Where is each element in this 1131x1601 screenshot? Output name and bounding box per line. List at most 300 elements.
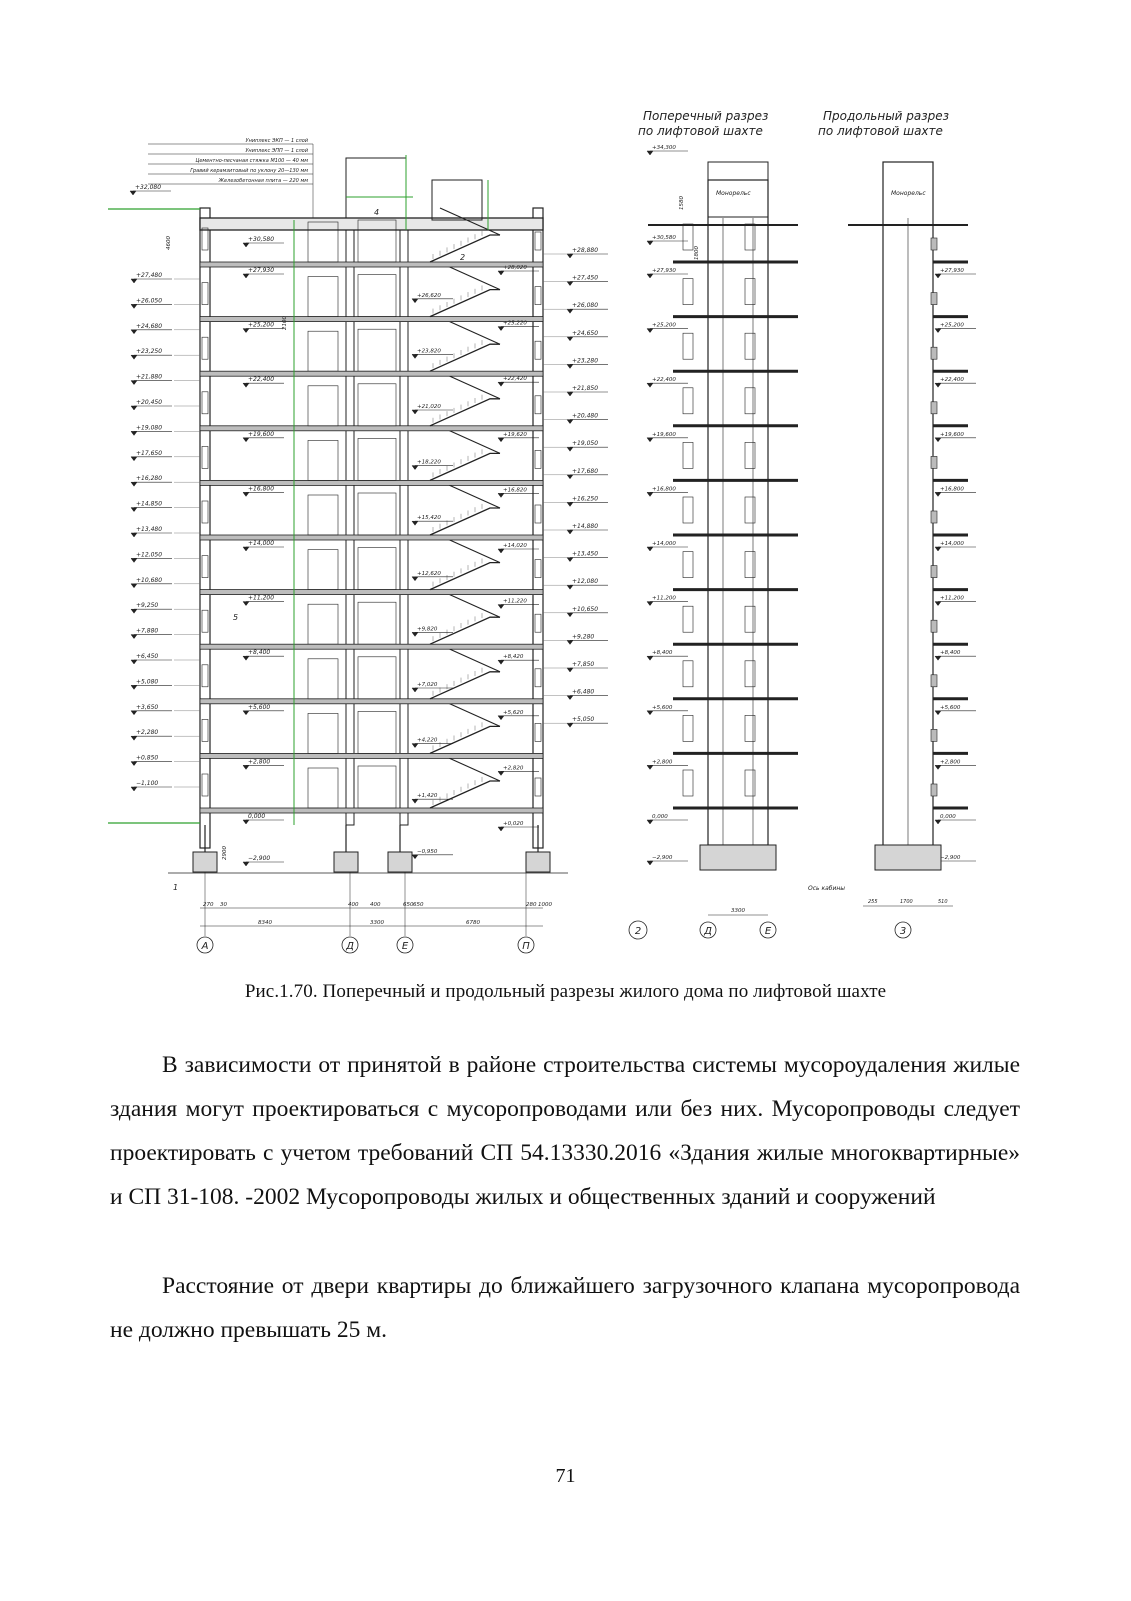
level-label: +27,930: [248, 267, 275, 274]
level-marker: [567, 282, 573, 286]
level-marker: [131, 381, 137, 385]
dim-label: 2100: [282, 316, 288, 330]
level-marker: [412, 299, 418, 303]
apartment-door: [308, 277, 338, 317]
level-marker: [498, 327, 504, 331]
level-marker: [567, 502, 573, 506]
left-facade-wall: [200, 208, 210, 848]
stair-flight: [430, 617, 500, 644]
level-marker: [647, 274, 653, 278]
stair-flight: [430, 781, 500, 808]
level-label: −2,900: [940, 855, 961, 861]
level-label: +26,080: [572, 302, 599, 310]
level-label: +28,880: [572, 247, 599, 254]
level-marker: [498, 493, 504, 497]
paragraph-waste-systems: В зависимости от принятой в районе строительства системы мусороудаления жилые здания могут проектироваться с мусоропроводами или без них. Мусоропроводы следует проектировать с учетом требований СП 54.13330.2016 «Здания жилые многоквартирные» и СП 31-108. -2002 Мусоропроводы жилых и общественных зданий и сооружений: [110, 1052, 1020, 1210]
level-label: +25,200: [940, 322, 964, 329]
level-label: +5,600: [940, 704, 961, 711]
shaft-door-cross: [683, 442, 693, 468]
shaft-door-cross: [745, 497, 755, 523]
window-left: [202, 283, 208, 305]
level-marker: [567, 530, 573, 534]
roof-layer-label: Униплекс ЭПП — 1 слой: [245, 148, 308, 154]
window-right: [535, 232, 541, 250]
level-marker: [243, 438, 249, 442]
level-marker: [131, 762, 137, 766]
level-label: +16,820: [503, 487, 527, 494]
apartment-door: [308, 659, 338, 699]
dim-label: 510: [938, 899, 948, 905]
level-label: +22,400: [652, 377, 676, 384]
level-marker: [567, 364, 573, 368]
level-label: +3,650: [136, 703, 159, 711]
window-left: [202, 610, 208, 632]
level-label: +19,600: [248, 430, 275, 438]
level-label: +11,200: [248, 594, 275, 602]
shaft-door-cross: [683, 224, 693, 250]
level-label: +20,480: [572, 412, 599, 420]
level-marker: [647, 151, 653, 155]
level-marker: [243, 243, 249, 247]
level-marker: [131, 533, 137, 537]
stair-flight: [430, 453, 500, 480]
level-label: +21,020: [417, 404, 441, 410]
level-marker: [935, 820, 941, 824]
level-marker: [647, 711, 653, 715]
level-marker: [131, 355, 137, 359]
monorail-label: Монорельс: [891, 190, 926, 197]
level-marker: [131, 304, 137, 308]
level-marker: [131, 508, 137, 512]
callout-label: 2: [460, 253, 466, 262]
level-marker: [567, 447, 573, 451]
level-label: +8,400: [248, 649, 271, 657]
section-drawing: [108, 100, 1023, 970]
landing-beam-long: [931, 675, 937, 687]
level-label: −1,100: [136, 780, 159, 787]
level-label: +17,650: [136, 449, 163, 457]
page-number: 71: [555, 1465, 576, 1487]
dim-label: 8340: [258, 920, 272, 926]
dim-label: 400: [348, 902, 359, 908]
axis-label: Е: [401, 941, 409, 952]
level-label: +30,580: [652, 235, 676, 241]
level-label: +9,280: [572, 633, 595, 641]
axis-label: А: [201, 941, 209, 952]
level-label: +6,480: [572, 688, 595, 696]
foundation-pad: [193, 852, 217, 872]
roof-layer-label: Железобетонная плита — 220 мм: [218, 178, 308, 184]
level-marker: [498, 605, 504, 609]
dim-label: 3300: [731, 908, 745, 914]
level-label: +16,800: [652, 486, 676, 493]
level-label: +14,000: [248, 540, 275, 547]
level-label: +27,930: [940, 268, 964, 274]
level-marker: [243, 820, 249, 824]
pit-foundation-long: [875, 845, 941, 870]
level-label: +27,930: [652, 268, 676, 274]
level-marker: [647, 765, 653, 769]
level-marker: [935, 602, 941, 606]
level-label: 0,000: [248, 813, 266, 820]
level-marker: [243, 383, 249, 387]
level-label: +16,800: [248, 485, 275, 493]
window-left: [202, 337, 208, 359]
view-title: Продольный разрез: [823, 109, 950, 123]
level-label: +20,450: [136, 399, 163, 406]
level-label: +19,080: [136, 424, 163, 432]
level-marker: [412, 855, 418, 859]
level-marker: [131, 635, 137, 639]
foundation-pad: [526, 852, 550, 872]
level-marker: [243, 547, 249, 551]
level-marker: [498, 382, 504, 386]
dim-label: 2900: [222, 846, 228, 860]
dim-label: 1800: [694, 246, 700, 260]
level-label: +21,850: [572, 385, 599, 392]
level-marker: [567, 585, 573, 589]
stair-flight: [430, 399, 500, 426]
level-label: +11,200: [940, 595, 964, 602]
apartment-door: [308, 768, 338, 808]
shaft-door-cross: [745, 661, 755, 687]
elevator-shaft-cross: [708, 180, 768, 845]
window-right: [535, 396, 541, 414]
callout-label: 4: [374, 208, 380, 217]
level-label: +7,880: [136, 627, 159, 635]
apartment-door: [308, 440, 338, 480]
level-label: +12,080: [572, 578, 599, 586]
level-label: +25,220: [503, 320, 527, 327]
level-label: +30,580: [248, 236, 275, 243]
window-right: [535, 723, 541, 741]
level-label: +1,420: [417, 793, 438, 800]
window-left: [202, 556, 208, 578]
level-label: +19,620: [503, 431, 527, 438]
shaft-door-cross: [683, 388, 693, 414]
elevator-door: [358, 711, 396, 753]
level-marker: [567, 392, 573, 396]
window-right: [535, 778, 541, 796]
level-marker: [498, 827, 504, 831]
level-marker: [935, 383, 941, 387]
landing-beam-long: [931, 620, 937, 632]
level-marker: [130, 191, 136, 195]
level-label: +7,850: [572, 661, 595, 668]
elevator-door: [358, 548, 396, 590]
level-marker: [567, 723, 573, 727]
level-marker: [243, 602, 249, 606]
level-marker: [131, 431, 137, 435]
level-label: +10,680: [136, 576, 163, 584]
level-label: +12,620: [417, 570, 441, 577]
level-label: +12,050: [136, 551, 163, 559]
level-label: +22,420: [503, 376, 527, 383]
shaft-door-cross: [745, 552, 755, 578]
level-marker: [498, 660, 504, 664]
level-marker: [412, 410, 418, 414]
level-label: +24,680: [136, 322, 163, 330]
roof-layer-label: Униплекс ЭКП — 1 слой: [245, 138, 308, 144]
figure-caption: Рис.1.70. Поперечный и продольный разрезы жилого дома по лифтовой шахте: [244, 981, 887, 1002]
level-marker: [243, 274, 249, 278]
level-marker: [935, 765, 941, 769]
view-title: по лифтовой шахте: [818, 124, 943, 138]
level-marker: [647, 861, 653, 865]
level-marker: [131, 457, 137, 461]
window-left: [202, 392, 208, 414]
shaft-door-cross: [745, 224, 755, 250]
elevator-door: [358, 766, 396, 808]
level-marker: [647, 383, 653, 387]
window-right: [535, 505, 541, 523]
level-label: −2,900: [652, 855, 673, 861]
level-marker: [647, 547, 653, 551]
level-marker: [131, 406, 137, 410]
elevator-door: [358, 493, 396, 535]
dim-label: 6780: [466, 920, 480, 926]
window-right: [535, 450, 541, 468]
level-label: +2,800: [652, 759, 673, 766]
elevator-door: [358, 384, 396, 426]
level-marker: [243, 492, 249, 496]
window-left: [202, 665, 208, 687]
window-right: [535, 669, 541, 687]
level-marker: [935, 711, 941, 715]
level-label: +27,450: [572, 274, 599, 282]
landing-beam-long: [931, 511, 937, 523]
level-label: +2,800: [248, 758, 271, 766]
level-marker: [567, 337, 573, 341]
level-label: +22,400: [940, 377, 964, 384]
view-title: Поперечный разрез: [643, 109, 769, 123]
level-marker: [131, 736, 137, 740]
level-marker: [498, 771, 504, 775]
apartment-door: [308, 331, 338, 371]
level-marker: [131, 660, 137, 664]
level-marker: [567, 613, 573, 617]
window-right: [535, 341, 541, 359]
shaft-door-cross: [683, 606, 693, 632]
level-label: +19,600: [652, 431, 676, 438]
building-section-figure: [108, 100, 1023, 970]
roof-layer-label: Цементно-песчаная стяжка М100 — 40 мм: [195, 158, 308, 164]
level-label: +0,850: [136, 754, 159, 762]
callout-label: 5: [233, 613, 239, 622]
shaft-door-cross: [683, 552, 693, 578]
shaft-door-cross: [683, 279, 693, 305]
level-label: +18,220: [417, 459, 441, 466]
shaft-door-cross: [683, 715, 693, 741]
level-label: +34,300: [652, 145, 676, 151]
level-label: +15,420: [417, 515, 441, 522]
level-label: +23,280: [572, 357, 599, 365]
shaft-door-cross: [745, 279, 755, 305]
level-label: −0,950: [417, 848, 438, 855]
dim-label: 650: [413, 902, 424, 908]
level-label: +0,020: [503, 821, 524, 827]
axis-label: Д: [704, 926, 712, 937]
level-label: +5,600: [248, 703, 271, 711]
apartment-door: [308, 550, 338, 590]
level-marker: [935, 438, 941, 442]
monorail-label: Монорельс: [716, 190, 751, 197]
window-left: [202, 446, 208, 468]
level-marker: [412, 688, 418, 692]
level-label: +7,020: [417, 682, 438, 688]
level-label: +14,000: [940, 541, 964, 547]
level-marker: [412, 354, 418, 358]
level-label: +23,250: [136, 348, 163, 356]
level-label: +13,450: [572, 550, 599, 558]
level-marker: [131, 609, 137, 613]
landing-beam-long: [931, 293, 937, 305]
right-facade-wall: [533, 208, 543, 848]
elevator-door: [358, 275, 396, 317]
apartment-door: [308, 713, 338, 753]
level-marker: [647, 656, 653, 660]
level-marker: [567, 640, 573, 644]
level-label: +2,280: [136, 729, 159, 737]
level-label: +9,820: [417, 626, 438, 633]
callout-label: 1: [173, 883, 179, 892]
level-marker: [498, 271, 504, 275]
level-marker: [131, 584, 137, 588]
level-label: +11,200: [652, 595, 676, 602]
level-label: +16,280: [136, 475, 163, 483]
landing-beam-long: [931, 238, 937, 250]
shaft-door-cross: [745, 715, 755, 741]
landing-beam-long: [931, 402, 937, 414]
level-marker: [412, 577, 418, 581]
dim-label: 3300: [370, 920, 384, 926]
foundation-pad: [388, 852, 412, 872]
level-label: +4,220: [417, 737, 438, 744]
level-label: +24,650: [572, 329, 599, 337]
level-label: −2,900: [248, 855, 271, 862]
level-label: +32,080: [135, 184, 162, 191]
window-left: [202, 719, 208, 741]
dim-label: 270: [203, 902, 214, 908]
shaft-door-cross: [745, 442, 755, 468]
view-title: по лифтовой шахте: [638, 124, 763, 138]
stair-flight: [430, 672, 500, 699]
level-label: +10,650: [572, 605, 599, 613]
level-marker: [131, 787, 137, 791]
landing-beam-long: [931, 729, 937, 741]
shaft-door-cross: [683, 770, 693, 796]
elevator-door: [358, 602, 396, 644]
level-label: 0,000: [940, 814, 956, 820]
level-marker: [131, 279, 137, 283]
inner-wall-e: [400, 225, 408, 825]
roof-layer-label: Гравий керамзитовый по уклону 20—130 мм: [190, 168, 308, 174]
level-marker: [412, 521, 418, 525]
level-marker: [647, 820, 653, 824]
dim-label: 4600: [166, 236, 172, 250]
dim-label: 1000: [538, 902, 552, 908]
level-label: +2,800: [940, 759, 961, 766]
inner-wall-d: [346, 225, 354, 825]
level-label: +8,400: [940, 650, 961, 657]
axis-label: 3: [899, 926, 907, 937]
level-marker: [243, 862, 249, 866]
elevator-door: [358, 438, 396, 480]
level-label: +16,800: [940, 486, 964, 493]
level-label: +14,880: [572, 523, 599, 530]
landing-beam-long: [931, 784, 937, 796]
window-right: [535, 614, 541, 632]
level-label: +2,820: [503, 765, 524, 772]
level-label: +9,250: [136, 602, 159, 610]
level-marker: [647, 492, 653, 496]
level-label: 0,000: [652, 814, 668, 820]
level-label: +5,600: [652, 704, 673, 711]
level-marker: [647, 241, 653, 245]
dim-label: 1580: [679, 196, 685, 210]
apartment-door: [308, 604, 338, 644]
level-label: +13,480: [136, 526, 163, 533]
level-marker: [567, 254, 573, 258]
dim-label: 1700: [900, 899, 913, 905]
dim-label: 280: [526, 902, 537, 908]
dim-label: 400: [370, 902, 381, 908]
landing-beam-long: [931, 456, 937, 468]
level-label: +25,200: [652, 322, 676, 329]
level-marker: [243, 329, 249, 333]
level-marker: [567, 475, 573, 479]
stair-flight: [430, 726, 500, 753]
level-label: +5,050: [572, 716, 595, 724]
level-marker: [243, 765, 249, 769]
shaft-door-cross: [745, 333, 755, 359]
level-marker: [243, 711, 249, 715]
level-marker: [567, 696, 573, 700]
level-label: +21,880: [136, 373, 163, 381]
level-label: +8,400: [652, 650, 673, 657]
axis-label: Д: [346, 941, 354, 952]
level-label: +26,620: [417, 292, 441, 299]
window-left: [202, 501, 208, 523]
shaft-door-cross: [745, 388, 755, 414]
axis-label: Е: [764, 926, 772, 937]
level-marker: [131, 558, 137, 562]
level-marker: [412, 744, 418, 748]
level-label: +17,680: [572, 467, 599, 475]
level-marker: [567, 309, 573, 313]
shaft-door-cross: [745, 606, 755, 632]
axis-label: П: [522, 941, 530, 952]
dim-label: 650: [403, 902, 414, 908]
apartment-door: [308, 495, 338, 535]
level-marker: [498, 549, 504, 553]
level-marker: [567, 558, 573, 562]
level-label: +23,820: [417, 348, 441, 355]
landing-beam-long: [931, 347, 937, 359]
level-label: +14,000: [652, 541, 676, 547]
level-label: +5,620: [503, 709, 524, 716]
dim-label: 30: [220, 902, 227, 908]
elevator-door: [358, 657, 396, 699]
level-label: +25,200: [248, 321, 275, 329]
level-marker: [243, 656, 249, 660]
paragraph-chute-distance: Расстояние от двери квартиры до ближайшего загрузочного клапана мусоропровода не должно превышать 25 м.: [110, 1273, 1020, 1343]
level-marker: [131, 330, 137, 334]
level-label: +22,400: [248, 376, 275, 384]
shaft-door-cross: [745, 770, 755, 796]
level-label: +5,080: [136, 678, 159, 686]
level-marker: [412, 632, 418, 636]
